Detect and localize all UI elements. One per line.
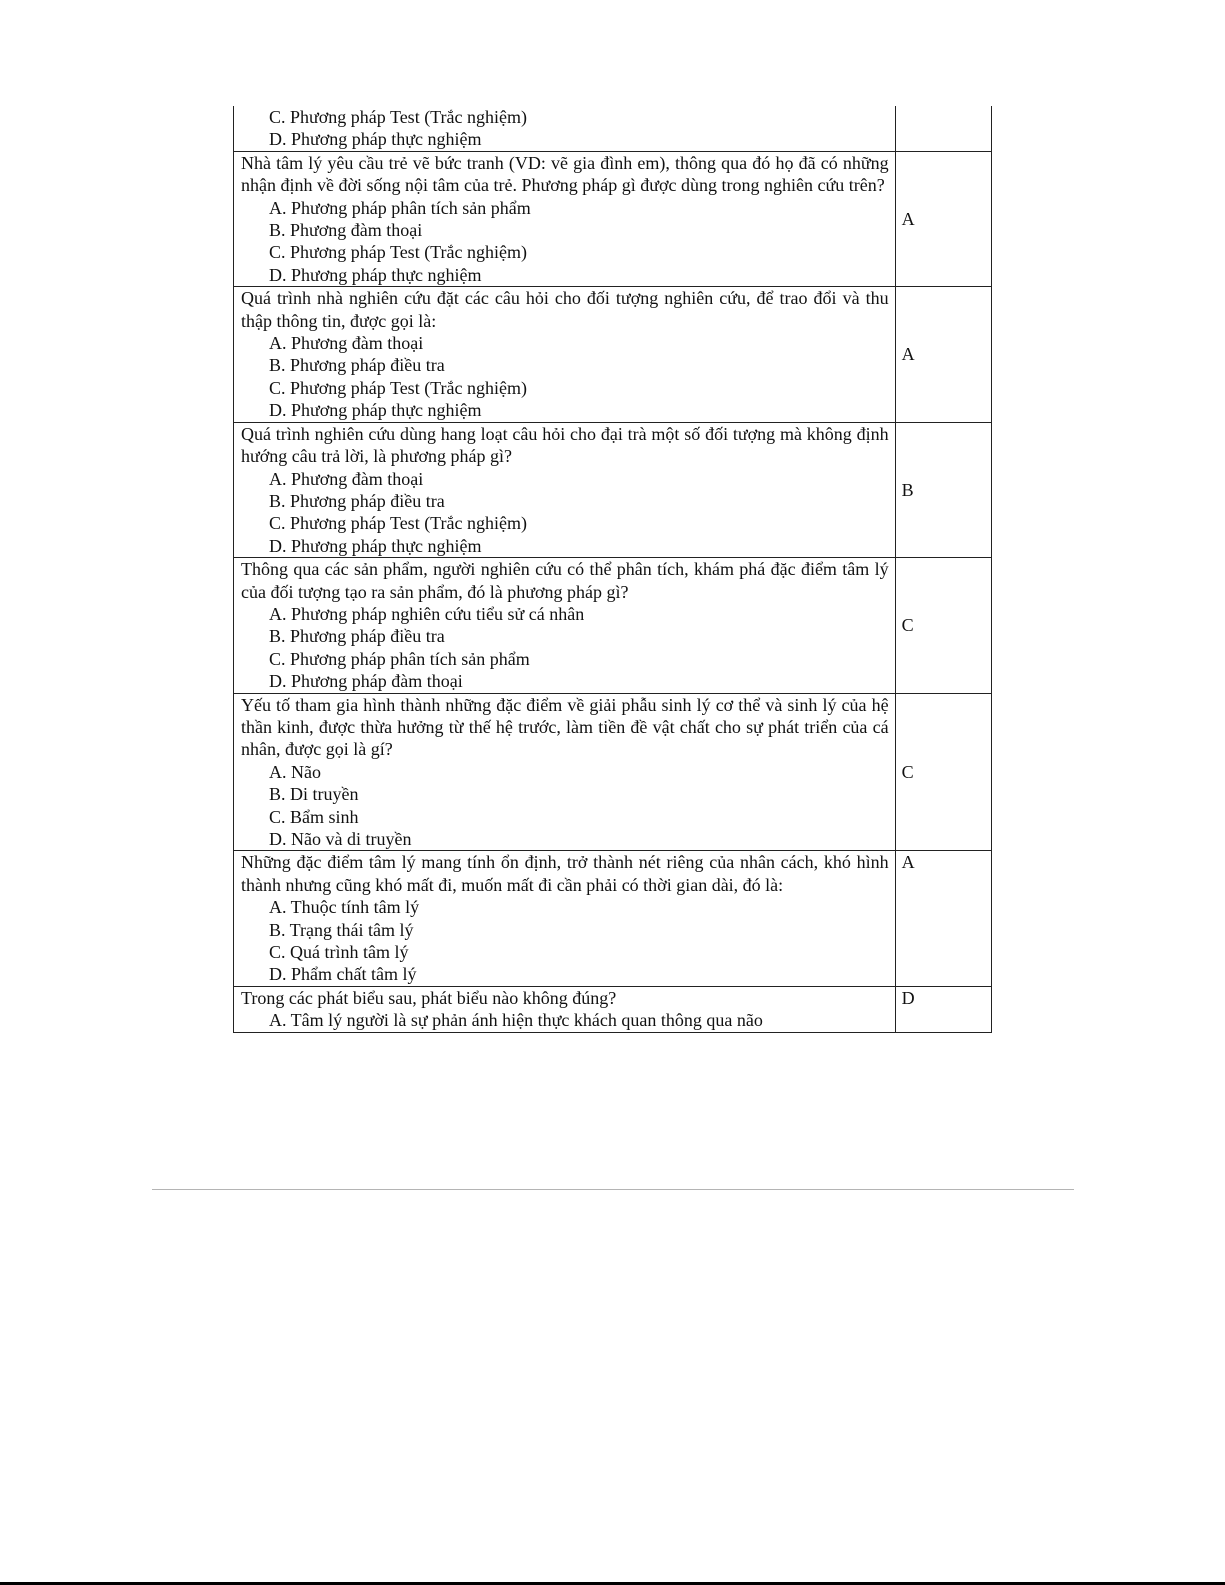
question-stem: Yếu tố tham gia hình thành những đặc điểm về giải phẫu sinh lý cơ thể và sinh lý của hệ thần kinh, được thừa hưởng từ thế hệ trước, làm tiền đề vật chất cho sự phát triển của cá nhân, được gọi là gí? [241, 694, 889, 760]
page-divider [152, 1189, 1074, 1190]
option-b: B. Di truyền [269, 784, 359, 805]
question-cell [234, 851, 896, 986]
option-a: A. Phương pháp phân tích sản phẩm [269, 197, 531, 218]
option-a: A. Tâm lý người là sự phản ánh hiện thực khách quan thông qua não [269, 1010, 763, 1031]
option-d: D. Não và di truyền [269, 829, 412, 849]
option-b: B. Phương đàm thoại [269, 220, 423, 241]
question-cell [234, 151, 896, 286]
question-row [234, 558, 992, 693]
question-stem: Những đặc điểm tâm lý mang tính ổn định, trở thành nét riêng của nhân cách, khó hình thành nhưng cũng khó mất đi, muốn mất đi cần phải có thời gian dài, đó là: [241, 852, 889, 895]
question-row [234, 151, 992, 286]
question-row [234, 986, 992, 1032]
option-a: A. Phương đàm thoại [269, 333, 424, 354]
question-cell [234, 986, 896, 1032]
question-cell [234, 287, 896, 422]
option-a: A. Não [269, 761, 321, 782]
option-d: D. Phương pháp thực nghiệm [269, 264, 482, 285]
question-row [234, 693, 992, 851]
answer-cell: C [895, 693, 991, 851]
answer-cell: A [895, 851, 991, 986]
option-c: C. Phương pháp Test (Trắc nghiệm) [269, 107, 528, 127]
question-cell [234, 693, 896, 851]
option-b: B. Phương pháp điều tra [269, 626, 445, 647]
answer-cell: B [895, 422, 991, 557]
option-d: D. Phương pháp đàm thoại [269, 671, 463, 692]
question-cell [234, 558, 896, 693]
question-row-continued [234, 106, 992, 151]
question-row [234, 422, 992, 557]
quiz-table [233, 106, 992, 1033]
question-cell [234, 106, 896, 151]
option-c: C. Quá trình tâm lý [269, 942, 409, 963]
question-stem: Quá trình nghiên cứu dùng hang loạt câu hỏi cho đại trà một số đối tượng mà không định hướng câu trả lời, là phương pháp gì? [241, 423, 889, 467]
option-d: D. Phương pháp thực nghiệm [269, 400, 482, 421]
option-c: C. Phương pháp phân tích sản phẩm [269, 648, 530, 669]
option-a: A. Phương đàm thoại [269, 468, 424, 489]
option-c: C. Phương pháp Test (Trắc nghiệm) [269, 513, 528, 534]
option-b: B. Phương pháp điều tra [269, 490, 445, 511]
option-c: C. Phương pháp Test (Trắc nghiệm) [269, 377, 528, 398]
option-c: C. Phương pháp Test (Trắc nghiệm) [269, 242, 528, 263]
question-stem: Thông qua các sản phẩm, người nghiên cứu có thể phân tích, khám phá đặc điểm tâm lý của đối tượng tạo ra sản phẩm, đó là phương pháp gì? [241, 559, 889, 602]
question-row [234, 851, 992, 986]
option-b: B. Trạng thái tâm lý [269, 919, 414, 940]
answer-cell: D [895, 986, 991, 1032]
question-stem: Nhà tâm lý yêu cầu trẻ vẽ bức tranh (VD: vẽ gia đình em), thông qua đó họ đã có những nhận định về đời sống nội tâm của trẻ. Phương pháp gì được dùng trong nghiên cứu trên? [241, 152, 889, 196]
option-a: A. Thuộc tính tâm lý [269, 897, 420, 918]
answer-cell: A [895, 287, 991, 422]
answer-cell: C [895, 558, 991, 693]
question-stem: Trong các phát biểu sau, phát biểu nào không đúng? [241, 987, 617, 1008]
question-cell [234, 422, 896, 557]
option-d: D. Phương pháp thực nghiệm [269, 129, 482, 150]
option-c: C. Bẩm sinh [269, 806, 359, 827]
option-d: D. Phẩm chất tâm lý [269, 964, 417, 985]
option-d: D. Phương pháp thực nghiệm [269, 535, 482, 556]
answer-cell: A [895, 151, 991, 286]
answer-cell [895, 106, 991, 151]
option-a: A. Phương pháp nghiên cứu tiểu sử cá nhân [269, 603, 585, 624]
option-b: B. Phương pháp điều tra [269, 355, 445, 376]
question-stem: Quá trình nhà nghiên cứu đặt các câu hỏi cho đối tượng nghiên cứu, để trao đổi và thu thập thông tin, được gọi là: [241, 288, 889, 331]
question-row [234, 287, 992, 422]
